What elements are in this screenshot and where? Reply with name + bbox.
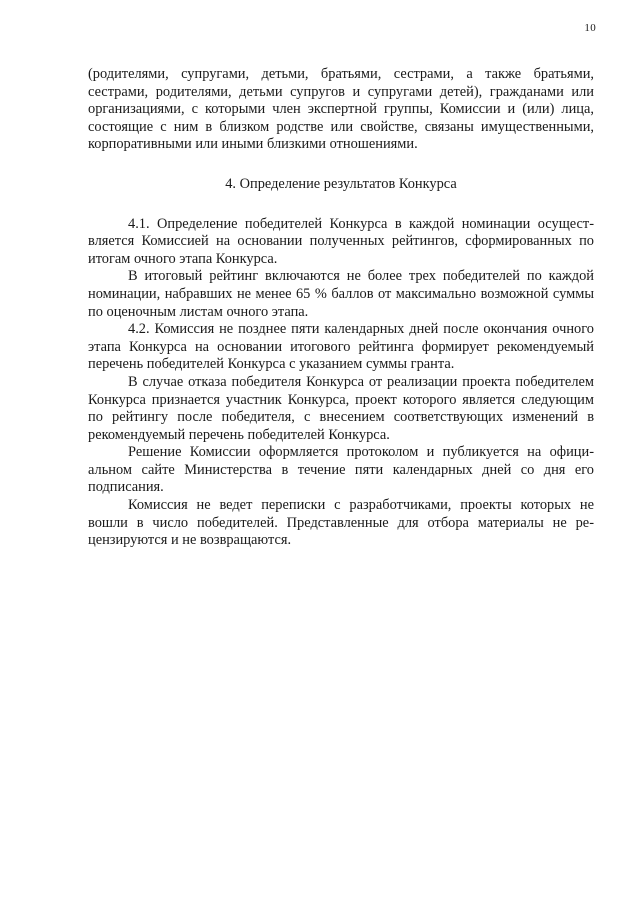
paragraph-4-2: 4.2. Комиссия не позднее пяти календарных дней после окончания очного этапа Конкурса на основании итогового рейтинга формирует рекомендуемый перечень победителей Конкурса с указанием суммы гранта. bbox=[88, 321, 594, 373]
section-heading: 4. Определение результатов Конкурса bbox=[225, 175, 457, 192]
document-body bbox=[88, 66, 594, 550]
paragraph-commission-decision: Решение Комиссии оформляется протоколом и публикуется на официальном сайте Министерства в течение пяти календарных дней со дня его подписания. bbox=[88, 444, 594, 496]
page-number: 10 bbox=[584, 22, 596, 34]
paragraph-final-rating: В итоговый рейтинг включаются не более трех победителей по каждой номинации, набравших не менее 65 % баллов от максимально возможной суммы по оценочным листам очного этапа. bbox=[88, 268, 594, 320]
paragraph-winner-refusal: В случае отказа победителя Конкурса от реализации проекта победителем Конкурса признается участник Конкурса, проект которого является следующим по рейтингу после победителя, с внесением соответствующих изменений в рекомендуемый перечень победителей Конкурса. bbox=[88, 373, 594, 443]
continuation-paragraph: (родителями, супругами, детьми, братьями, сестрами, а также братьями, сестрами, родителями, детьми супругов и супругами детей), гражданами или организациями, с которыми член экспертной группы, Комиссии и (или) лица, состоящие с ним в близком родстве или свойстве, связаны имущественными, корпоративными или иными близкими отношениями. bbox=[88, 66, 594, 153]
paragraph-no-correspondence: Комиссия не ведет переписки с разработчиками, проекты которых не вошли в число победителей. Представленные для отбора материалы не рецензируются и не возвращаются. bbox=[88, 497, 594, 549]
paragraph-4-1: 4.1. Определение победителей Конкурса в каждой номинации осуществляется Комиссией на основании полученных рейтингов, сформированных по итогам очного этапа Конкурса. bbox=[88, 215, 594, 267]
